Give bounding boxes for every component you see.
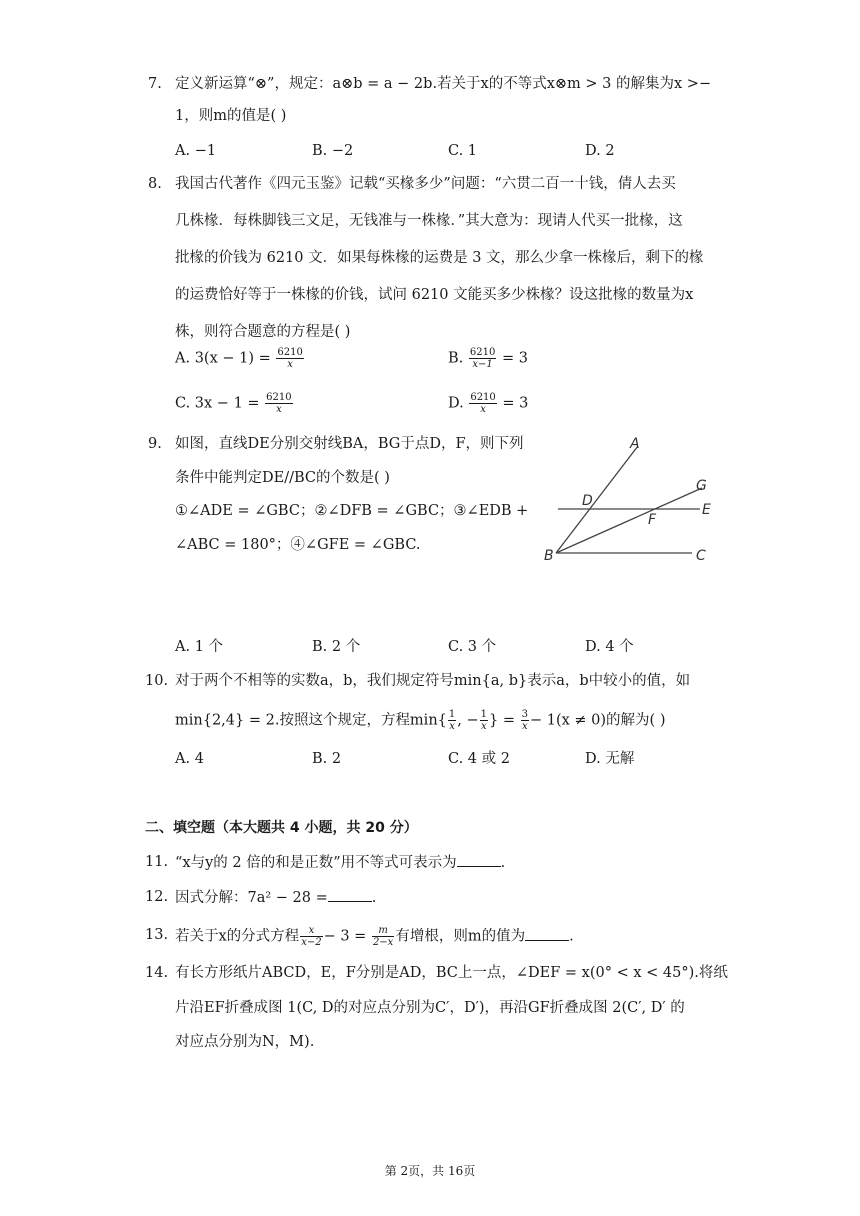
q8-option-b-text: = 3 (501, 350, 528, 367)
q9-option-a: A. 1 个 (175, 639, 224, 655)
answer-blank[interactable] (328, 887, 372, 902)
fraction-denominator: x (521, 721, 528, 732)
q13-prefix: 若关于x的分式方程 (175, 928, 300, 945)
q9-number: 9. (148, 436, 162, 452)
q13-suffix: 有增根，则m的值为 (395, 928, 526, 945)
q10-line2-mid1: , − (457, 712, 479, 729)
q10-option-c: C. 4 或 2 (448, 751, 510, 767)
q10-line2-prefix: min{2,4} = 2.按照这个规定，方程min{ (175, 712, 447, 729)
q8-option-d (448, 392, 528, 415)
page-footer: 第 2页，共 16页 (384, 1164, 476, 1178)
fraction-denominator: x (276, 404, 282, 415)
q8-text-line1: 我国古代著作《四元玉鉴》记载“买椽多少”问题：“六贯二百一十钱，倩人去买 (175, 176, 676, 192)
q12-number: 12. (145, 889, 169, 905)
fraction-numerator: 6210 (470, 392, 496, 403)
q11-suffix: . (500, 855, 506, 871)
ray-ba (556, 446, 638, 553)
fraction-numerator: 3 (521, 709, 528, 720)
label-b: B (544, 548, 554, 564)
q7-option-d: D. 2 (585, 143, 615, 159)
q7-option-c: C. 1 (448, 143, 478, 159)
q7-option-a: A. −1 (175, 143, 217, 159)
q14-text-line1: 有长方形纸片ABCD，E，F分别是AD，BC上一点，∠DEF = x(0° < x < 45°).将纸 (175, 965, 728, 981)
q8-option-c (175, 392, 294, 415)
q8-option-b-label: B. (448, 350, 464, 367)
q10-number: 10. (145, 673, 169, 689)
q8-option-d-text: = 3 (502, 395, 529, 412)
fraction-denominator: 2−x (372, 937, 394, 948)
fraction-numerator: 6210 (469, 347, 496, 358)
q13-number: 13. (145, 927, 169, 943)
q9-option-d: D. 4 个 (585, 639, 634, 655)
fraction-numerator: x (300, 925, 322, 937)
q8-option-d-label: D. (448, 395, 464, 412)
q9-text-line4: ∠ABC = 180°；④∠GFE = ∠GBC. (175, 537, 421, 553)
q8-number: 8. (148, 176, 162, 192)
q12-suffix: . (371, 890, 377, 906)
q8-option-b-fraction (469, 347, 496, 370)
q7-number: 7. (148, 76, 162, 92)
q9-text-line1: 如图，直线DE分别交射线BA，BG于点D，F，则下列 (175, 436, 524, 452)
q13-mid: − 3 = (323, 928, 367, 945)
q14-text-line2: 片沿EF折叠成图 1(C, D的对应点分别为C′，D′)，再沿GF折叠成图 2(C′, D′ 的 (175, 1000, 685, 1016)
fraction-denominator: x−1 (472, 359, 493, 370)
q8-text-line2: 几株椽．每株脚钱三文足，无钱准与一株椽．”其大意为：现请人代买一批椽，这 (175, 213, 683, 229)
q10-line2-suffix: − 1(x ≠ 0)的解为( ) (529, 712, 666, 729)
q11-text (175, 852, 505, 873)
q13-text (175, 925, 574, 948)
q10-fraction-2 (480, 709, 488, 732)
q9-text-line2: 条件中能判定DE//BC的个数是( ) (175, 470, 390, 486)
q8-text-line5: 株，则符合题意的方程是( ) (175, 324, 351, 340)
fraction-numerator: 6210 (266, 392, 292, 403)
fraction-denominator: x (449, 721, 455, 732)
q10-option-b: B. 2 (312, 751, 342, 767)
q8-option-b (448, 347, 528, 370)
q13-fraction-1 (300, 925, 322, 948)
q7-option-b: B. −2 (312, 143, 354, 159)
q8-option-d-fraction (469, 392, 496, 415)
label-c: C (696, 548, 706, 564)
q10-option-a: A. 4 (175, 751, 204, 767)
q8-option-a (175, 347, 305, 370)
fraction-denominator: x (480, 404, 486, 415)
q8-text-line4: 的运费恰好等于一株椽的价钱，试问 6210 文能买多少株椽？设这批椽的数量为x (175, 287, 694, 303)
label-g: G (696, 478, 707, 494)
q8-option-c-fraction (265, 392, 292, 415)
fraction-numerator: m (372, 925, 394, 937)
q10-text-line2 (175, 709, 665, 732)
q12-text (175, 887, 376, 908)
fraction-numerator: 1 (480, 709, 488, 720)
label-f: F (648, 512, 657, 528)
q10-line2-mid2: } = (489, 712, 515, 729)
q8-option-a-text: A. 3(x − 1) = (175, 350, 271, 367)
q12-prefix: 因式分解：7a² − 28 = (175, 890, 328, 906)
q11-prefix: “x与y的 2 倍的和是正数”用不等式可表示为 (175, 855, 457, 871)
ray-bg (556, 488, 702, 553)
q10-text-line1: 对于两个不相等的实数a，b，我们规定符号min{a, b}表示a，b中较小的值，如 (175, 673, 691, 689)
q8-text-line3: 批椽的价钱为 6210 文．如果每株椽的运费是 3 文，那么少拿一株椽后，剩下的椽 (175, 250, 704, 266)
q11-number: 11. (145, 854, 169, 870)
q9-option-b: B. 2 个 (312, 639, 361, 655)
answer-blank[interactable] (457, 852, 501, 867)
q7-text-line2: 1，则m的值是( ) (175, 108, 287, 124)
fraction-numerator: 6210 (277, 347, 303, 358)
q8-option-a-fraction (276, 347, 303, 370)
q9-text-line3: ①∠ADE = ∠GBC；②∠DFB = ∠GBC；③∠EDB + (175, 503, 529, 519)
q14-number: 14. (145, 965, 169, 981)
q13-fraction-2 (372, 925, 394, 948)
q8-option-c-text: C. 3x − 1 = (175, 395, 260, 412)
fraction-denominator: x (481, 721, 487, 732)
label-d: D (582, 493, 593, 509)
label-e: E (702, 502, 711, 518)
geometry-figure (530, 428, 730, 578)
answer-blank[interactable] (525, 926, 569, 941)
fraction-denominator: x (287, 359, 293, 370)
q7-text-line1: 定义新运算“⊗”，规定：a⊗b = a − 2b.若关于x的不等式x⊗m > 3 的解集为x >− (175, 76, 712, 92)
fraction-numerator: 1 (448, 709, 456, 720)
fraction-denominator: x−2 (301, 937, 322, 948)
label-a: A (630, 436, 640, 452)
q14-text-line3: 对应点分别为N，M). (175, 1034, 315, 1050)
q10-fraction-3 (521, 709, 529, 732)
q10-option-d: D. 无解 (585, 751, 635, 767)
q9-option-c: C. 3 个 (448, 639, 497, 655)
q13-end: . (569, 928, 574, 945)
section-heading: 二、填空题（本大题共 4 小题，共 20 分） (145, 820, 418, 836)
q10-fraction-1 (448, 709, 456, 732)
